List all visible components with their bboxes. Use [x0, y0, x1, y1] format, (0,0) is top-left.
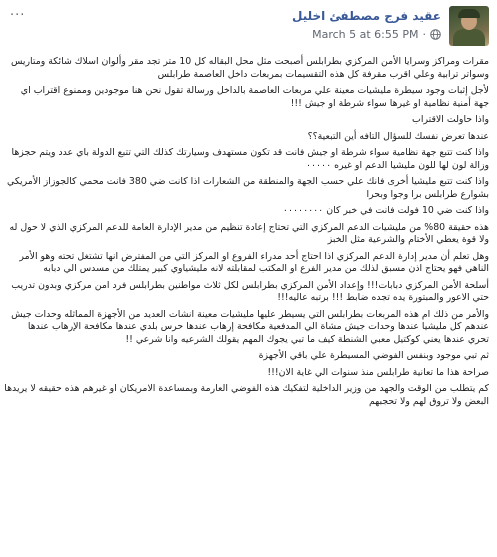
post-paragraph: أسلحة الأمن المركزي دبابات!!! وإعداد الأمن المركزي بطرابلس لكل ثلاث مواطنين بطرابلس فرد امن مركزي وبدون تدريب حتي الاعور والمبتورة يده تجده ضابط !!! برتبه عاليه!!!: [11, 279, 489, 303]
author-name[interactable]: عقيد فرج مصطفئ اخليل: [291, 9, 441, 23]
post-paragraph: واذا حاولت الاقتراب: [412, 114, 489, 125]
post-paragraph: واذا كنت تتبع مليشيا أخرى فانك علي حسب الجهة والمنطقة من الشعارات اذا كانت ضي 380 فانت محمي كالجوزاز الأمريكي بشوارع طرابلس برا وجوا وبحرا: [7, 176, 489, 200]
post-paragraph: واذا كنت تتبع جهة نظامية سواء شرطة او جيش فانت قد تكون مستهدف وسيارتك كذلك التي تتبع الدولة باي عدد ويتم حجزها وزالة لون لها للون مليشيا الدعم او غيره ٠٠٠٠٠: [11, 147, 489, 171]
post-paragraph: ثم تبي موجود وبنفس الفوضي المسيطرة علي باقي الأجهزة: [258, 350, 489, 361]
meta-separator: ·: [422, 28, 426, 41]
post-paragraph: صراحة هذا ما تعانية طرابلس منذ سنوات الي غاية الان!!!: [267, 366, 489, 378]
post-meta: [292, 6, 441, 41]
post-header: [292, 6, 489, 46]
post-body: [4, 56, 489, 412]
globe-icon[interactable]: [430, 29, 441, 40]
post-paragraph: والأمر من ذلك ام هذه المربعات بطرابلس التي يسيطر عليها مليشيات معينة انشات العديد من الأجهزة المماثله وحدات جيش عندهم كل مليشيا عندها وحدات جيش مشاة الي المدفعية مكافحة إرهاب عندها حرس بلدي عندها مكافحة الإرهاب عندها تحري عندها يعني كوكتيل معبي الشنطة كيف ما تبي يجوك المهم يقولك الشرعيه وانا شرعي !!: [11, 308, 489, 345]
post-timestamp[interactable]: March 5 at 6:55 PM: [312, 28, 419, 41]
post-paragraph: هذه حقيقة 80% من مليشيات الدعم المركزي التي تحتاج إعادة تنظيم من مدير الإدارة العامة للدعم المركزي الذي لا حول له ولا قوة يعطي الأختام والشرعية مثل الخبز: [9, 221, 489, 245]
post-paragraph: كم يتطلب من الوقت والجهد من وزير الداخلية لتفكيك هذه الفوضي العارمة وبمساعدة الامريكان او غيرهم هذه حقيقه لا يريدها البعض ولا تروق لهم ولا تحجبهم: [4, 383, 489, 407]
post-paragraph: وهل تعلم أن مدير إدارة الدعم المركزي اذا احتاج أحد مدراء الفروع او المركز التي من المفترض انها تشتغل تحته وهو الأمر الناهي فهو يحتاج اذن مسبق لذلك من مدير الفرع او المكتب لمقابلته لانه مليشياوي كبير يمتلك من مسدس الي دبابه: [19, 250, 489, 274]
post-paragraph: مقرات ومراكز وسرايا الأمن المركزي بطرابلس أصبحت مثل محل البقاله كل 10 متر تجد مقر وألوان اسلاك شائكة ومتاريس وسواتر ترابية وعلي اقرب مقرفة كل هذه التقسيمات بمربعات داخل العاصمة طرابلس: [10, 56, 489, 80]
post-paragraph: عندها تعرض نفسك للسؤال التافه أين التبعية؟؟: [307, 130, 489, 142]
post-subline: [292, 28, 441, 41]
author-avatar[interactable]: [449, 6, 489, 46]
post-paragraph: واذا كنت ضي 10 فولت فانت في خبر كان ٠٠٠٠٠٠٠٠: [282, 205, 489, 216]
post-options-menu[interactable]: ···: [10, 8, 26, 23]
post-paragraph: لأجل إثبات وجود سيطرة مليشيات معينة علي مربعات العاصمة بالداخل ورسالة تقول نحن هنا موجودين وممنوع اقتراب اي جهة أمنية نظامية او غيرها سواء شرطة او جيش !!!: [20, 85, 489, 109]
